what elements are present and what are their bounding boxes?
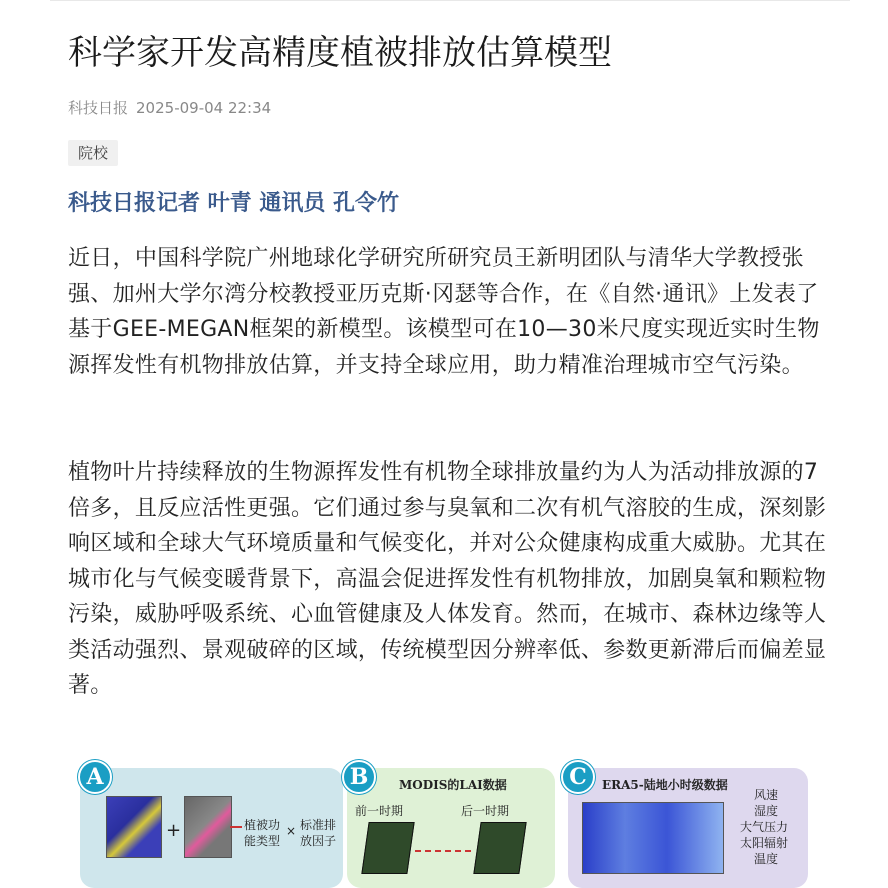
plus-sign: + — [166, 820, 182, 841]
badge-a: A — [78, 760, 112, 794]
era5-var: 太阳辐射 — [740, 836, 789, 850]
world-map-image — [106, 796, 162, 858]
figure-panel-a — [80, 768, 343, 888]
era5-var: 风速 — [754, 788, 779, 802]
panel-b-right-label: 后一时期 — [461, 804, 510, 818]
top-divider — [50, 0, 850, 1]
times-sign: × — [286, 824, 297, 838]
article-paragraph: 植物叶片持续释放的生物源挥发性有机物全球排放量约为人为活动排放源的7倍多，且反应活性更强。它们通过参与臭氧和二次有机气溶胶的生成，深刻影响区域和全球大气环境质量和气候变化，并对公众健康构成重大威胁。尤其在城市化与气候变暖背景下，高温会促进挥发性有机物排放，加剧臭氧和颗粒物污染，威胁呼吸系统、心血管健康及人体发育。然而，在城市、森林边缘等人类活动强烈、景观破碎的区域，传统模型因分辨率低、参数更新滞后而偏差显著。 — [68, 460, 827, 698]
ef-label-line1: 标准排 — [300, 818, 337, 832]
badge-b: B — [342, 760, 376, 794]
era5-stack-image — [582, 802, 724, 874]
arrow-icon — [230, 826, 242, 828]
map-stack-image — [184, 796, 232, 858]
panel-b-left-label: 前一时期 — [355, 804, 404, 818]
article-byline: 科技日报记者 叶青 通讯员 孔令竹 — [68, 191, 399, 216]
article-figure — [80, 760, 810, 866]
category-tag[interactable]: 院校 — [68, 140, 118, 166]
article-datetime: 2025-09-04 22:34 — [136, 99, 272, 117]
figure-panel-c — [568, 768, 808, 888]
article-paragraph: 近日，中国科学院广州地球化学研究所研究员王新明团队与清华大学教授张强、加州大学尔湾分校教授亚历克斯·冈瑟等合作，在《自然·通讯》上发表了基于GEE-MEGAN框架的新模型。该模型可在10—30米尺度实现近实时生物源挥发性有机物排放估算，并支持全球应用，助力精准治理城市空气污染。 — [68, 246, 820, 378]
ef-label-line2: 放因子 — [300, 834, 337, 848]
era5-var: 湿度 — [754, 804, 779, 818]
panel-b-title: MODIS的LAI数据 — [399, 778, 507, 792]
lai-image-later — [473, 822, 526, 874]
figure-panel-b — [347, 768, 555, 888]
panel-c-title: ERA5-陆地小时级数据 — [602, 778, 728, 792]
era5-var: 大气压力 — [740, 820, 789, 834]
article-meta — [68, 97, 271, 118]
lai-image-earlier — [361, 822, 414, 874]
article-source[interactable]: 科技日报 — [68, 99, 129, 117]
badge-c: C — [561, 760, 595, 794]
pft-label-line1: 植被功 — [244, 818, 281, 832]
dashed-arrow-icon — [415, 850, 471, 852]
pft-label-line2: 能类型 — [244, 834, 281, 848]
era5-var: 温度 — [754, 852, 779, 866]
article-title: 科学家开发高精度植被排放估算模型 — [68, 33, 612, 73]
